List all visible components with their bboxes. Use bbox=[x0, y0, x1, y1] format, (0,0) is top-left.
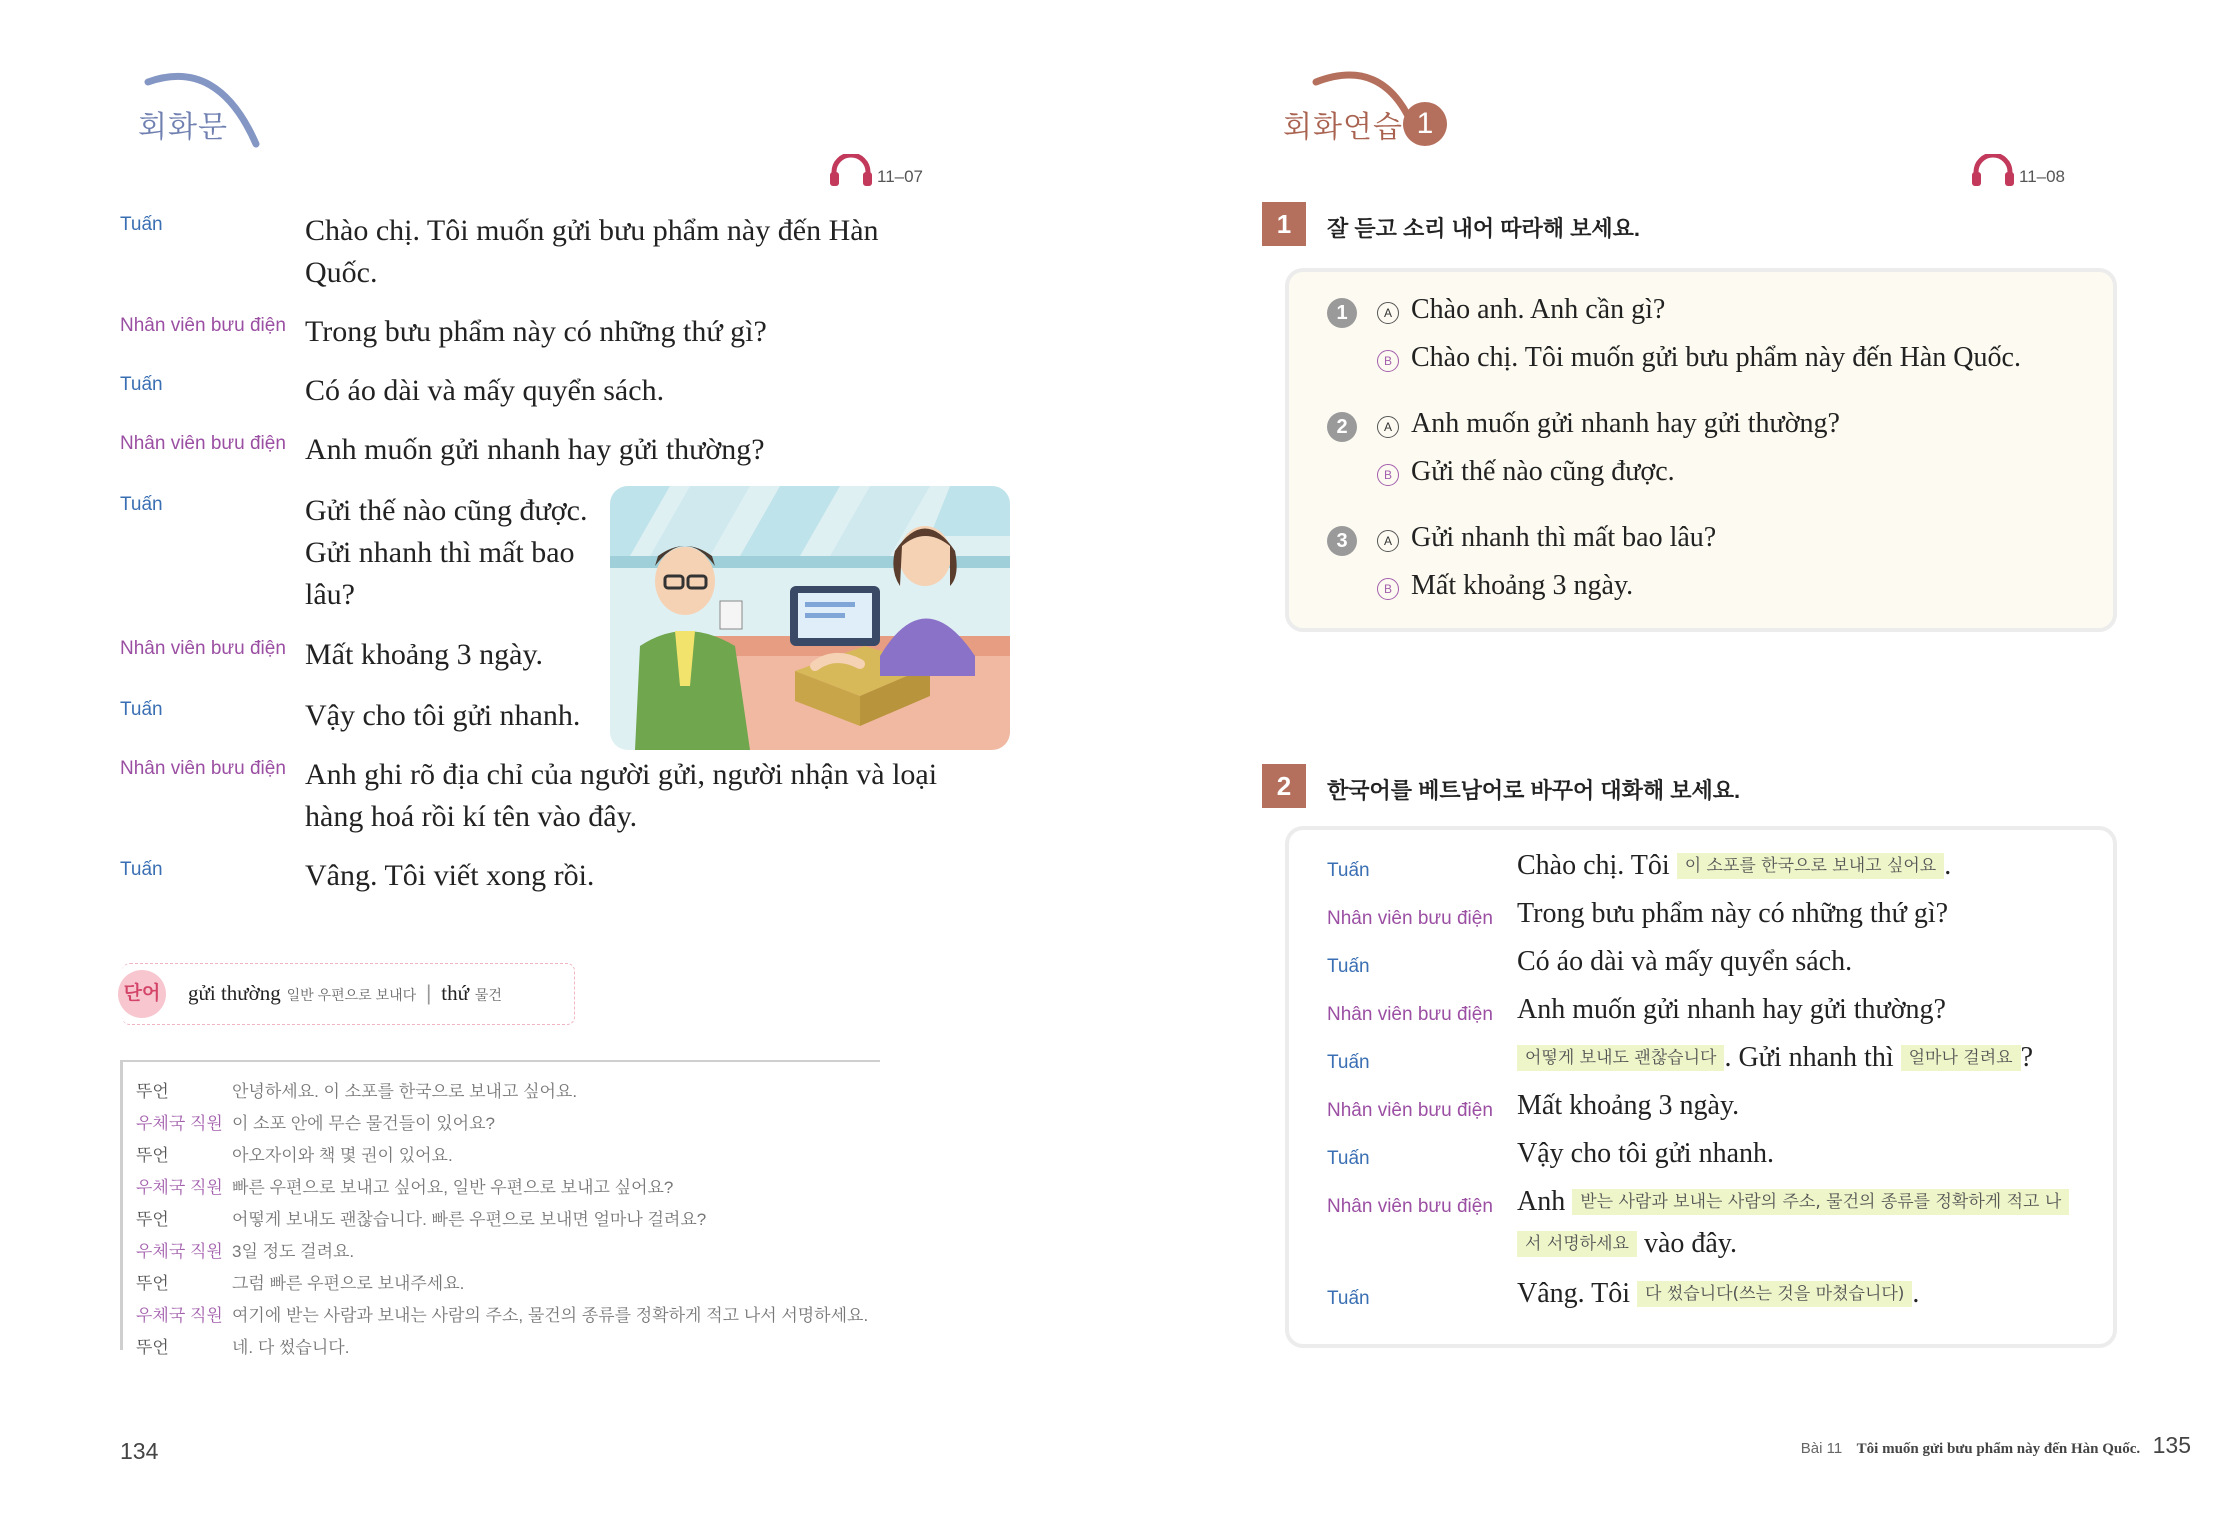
vocab-meaning: 물건 bbox=[474, 987, 502, 1003]
exercise-instruction: 한국어를 베트남어로 바꾸어 대화해 보세요. bbox=[1327, 778, 1741, 803]
utterance-line: Có áo dài và mấy quyển sách. bbox=[305, 374, 665, 407]
track-number: 11–08 bbox=[2019, 167, 2066, 186]
speaker-label: Nhân viên bưu điện bbox=[1327, 908, 1493, 929]
line-text: . bbox=[1912, 1278, 1920, 1309]
speaker-b-marker: B bbox=[1377, 464, 1399, 486]
translation-speaker: 우체국 직원 bbox=[136, 1114, 223, 1133]
line-text: ? bbox=[2020, 1042, 2033, 1073]
korean-prompt: 어떻게 보내도 괜찮습니다 bbox=[1517, 1045, 1724, 1071]
korean-prompt: 이 소포를 한국으로 보내고 싶어요 bbox=[1677, 853, 1945, 879]
line-text: Vậy cho tôi gửi nhanh. bbox=[1517, 1138, 1775, 1169]
line-text: Chào chị. Tôi bbox=[1517, 850, 1670, 881]
utterance-line: Mất khoảng 3 ngày. bbox=[305, 638, 544, 671]
translation-text: 여기에 받는 사람과 보내는 사람의 주소, 물건의 종류를 정확하게 적고 나서 서명하세요. bbox=[232, 1306, 869, 1325]
practice-line bbox=[1517, 898, 1948, 930]
translation-speaker: 뚜언 bbox=[136, 1338, 169, 1357]
translation-text: 이 소포 안에 무슨 물건들이 있어요? bbox=[232, 1114, 495, 1133]
section-number-badge bbox=[1403, 102, 1447, 146]
korean-prompt: 서 서명하세요 bbox=[1517, 1231, 1637, 1257]
translation-text: 안녕하세요. 이 소포를 한국으로 보내고 싶어요. bbox=[232, 1082, 578, 1101]
translation-speaker: 뚜언 bbox=[136, 1146, 169, 1165]
speaker-label: Tuấn bbox=[120, 494, 163, 515]
section-number: 1 bbox=[1416, 107, 1434, 140]
lesson-label: Bài 11 bbox=[1800, 1440, 1843, 1457]
translation-speaker: 뚜언 bbox=[136, 1274, 169, 1293]
practice-line bbox=[1517, 1138, 1774, 1170]
line-text: vào đây. bbox=[1643, 1228, 1737, 1259]
speaker-label: Tuấn bbox=[1327, 1052, 1370, 1073]
practice-line bbox=[1517, 946, 1852, 978]
speaker-b-marker: B bbox=[1377, 578, 1399, 600]
speaker-label: Tuấn bbox=[120, 859, 163, 880]
vocabulary-list bbox=[188, 981, 502, 1006]
translation-text: 빠른 우편으로 보내고 싶어요, 일반 우편으로 보내고 싶어요? bbox=[232, 1178, 674, 1197]
practice-line bbox=[1517, 1278, 1919, 1310]
speaker-label: Tuấn bbox=[1327, 1148, 1370, 1169]
speaker-a-marker: A bbox=[1377, 530, 1399, 552]
translation-speaker: 뚜언 bbox=[136, 1082, 169, 1101]
korean-prompt: 다 썼습니다(쓰는 것을 마쳤습니다) bbox=[1637, 1281, 1912, 1307]
translation-divider bbox=[120, 1060, 880, 1062]
speaker-label: Nhân viên bưu điện bbox=[1327, 1100, 1493, 1121]
practice-line bbox=[1517, 1090, 1739, 1122]
practice-line bbox=[1517, 994, 1946, 1026]
speaker-label: Nhân viên bưu điện bbox=[1327, 1004, 1493, 1025]
speaker-a-marker: A bbox=[1377, 302, 1399, 324]
vocabulary-badge: 단어 bbox=[118, 970, 166, 1018]
line-text: Anh bbox=[1517, 1186, 1566, 1217]
practice-line bbox=[1517, 1042, 2033, 1074]
translation-text: 3일 정도 걸려요. bbox=[232, 1242, 355, 1261]
line-text: Có áo dài và mấy quyển sách. bbox=[1517, 946, 1853, 977]
line-text: Anh muốn gửi nhanh hay gửi thường? bbox=[1517, 994, 1946, 1025]
utterance-line: hàng hoá rồi kí tên vào đây. bbox=[305, 800, 638, 833]
practice-line-a: Gửi nhanh thì mất bao lâu? bbox=[1411, 522, 1717, 553]
headphones-icon bbox=[1971, 154, 2015, 188]
speaker-label: Tuấn bbox=[120, 374, 163, 395]
translation-text: 어떻게 보내도 괜찮습니다. 빠른 우편으로 보내면 얼마나 걸려요? bbox=[232, 1210, 707, 1229]
item-number: 3 bbox=[1327, 526, 1357, 556]
translation-speaker: 우체국 직원 bbox=[136, 1306, 223, 1325]
practice-line bbox=[1517, 1186, 2069, 1218]
translation-box bbox=[120, 1060, 880, 1357]
practice-line-a: Anh muốn gửi nhanh hay gửi thường? bbox=[1411, 408, 1840, 439]
speaker-label: Tuấn bbox=[1327, 860, 1370, 881]
lesson-title: Tôi muốn gửi bưu phẩm này đến Hàn Quốc. bbox=[1856, 1441, 2141, 1457]
track-number: 11–07 bbox=[877, 167, 924, 186]
line-text: Vâng. Tôi bbox=[1517, 1278, 1631, 1309]
translation-sidebar bbox=[120, 1060, 123, 1350]
audio-track[interactable] bbox=[1971, 154, 2065, 188]
translation-speaker: 뚜언 bbox=[136, 1210, 169, 1229]
section-title: 회화문 bbox=[138, 111, 228, 144]
practice-line-a: Chào anh. Anh cần gì? bbox=[1411, 294, 1666, 325]
translation-speaker: 우체국 직원 bbox=[136, 1178, 223, 1197]
utterance-line: Trong bưu phẩm này có những thứ gì? bbox=[305, 315, 767, 348]
utterance-line: Chào chị. Tôi muốn gửi bưu phẩm này đến Hàn bbox=[305, 214, 879, 247]
utterance-line: Gửi thế nào cũng được. bbox=[305, 494, 588, 527]
korean-prompt: 받는 사람과 보내는 사람의 주소, 물건의 종류를 정확하게 적고 나 bbox=[1572, 1189, 2069, 1215]
line-text: . bbox=[1944, 850, 1952, 881]
exercise1-box bbox=[1285, 268, 2117, 632]
utterance-line: Quốc. bbox=[305, 256, 378, 289]
utterance-line: Anh muốn gửi nhanh hay gửi thường? bbox=[305, 433, 765, 466]
practice-line bbox=[1517, 850, 1951, 882]
vocab-meaning: 일반 우편으로 보내다 bbox=[286, 987, 417, 1003]
speaker-label: Nhân viên bưu điện bbox=[1327, 1196, 1493, 1217]
section-title: 회화연습 bbox=[1283, 111, 1403, 144]
utterance-line: lâu? bbox=[305, 578, 355, 611]
post-office-illustration bbox=[610, 486, 1010, 750]
line-text: Mất khoảng 3 ngày. bbox=[1517, 1090, 1740, 1121]
practice-line-continued bbox=[1517, 1228, 1737, 1260]
line-text: Trong bưu phẩm này có những thứ gì? bbox=[1517, 898, 1949, 929]
audio-track[interactable] bbox=[829, 154, 923, 188]
exercise-instruction: 잘 듣고 소리 내어 따라해 보세요. bbox=[1327, 216, 1640, 241]
speaker-b-marker: B bbox=[1377, 350, 1399, 372]
page-number: 135 bbox=[2152, 1432, 2191, 1458]
left-page bbox=[0, 0, 1110, 1518]
page-number: 134 bbox=[120, 1438, 159, 1464]
translation-text: 그럼 빠른 우편으로 보내주세요. bbox=[232, 1274, 465, 1293]
page-footer bbox=[1801, 1432, 2191, 1459]
exercise2-box bbox=[1285, 826, 2117, 1348]
utterance-line: Gửi nhanh thì mất bao bbox=[305, 536, 575, 569]
speaker-label: Tuấn bbox=[1327, 956, 1370, 977]
headphones-icon bbox=[829, 154, 873, 188]
korean-prompt: 얼마나 걸려요 bbox=[1901, 1045, 2021, 1071]
vocabulary-box bbox=[122, 963, 575, 1025]
item-number: 1 bbox=[1327, 298, 1357, 328]
item-number: 2 bbox=[1327, 412, 1357, 442]
translation-text: 아오자이와 책 몇 권이 있어요. bbox=[232, 1146, 453, 1165]
utterance-line: Vậy cho tôi gửi nhanh. bbox=[305, 699, 581, 732]
speaker-label: Tuấn bbox=[120, 699, 163, 720]
translation-text: 네. 다 썼습니다. bbox=[232, 1338, 350, 1357]
line-text: . Gửi nhanh thì bbox=[1724, 1042, 1894, 1073]
speaker-label: Tuấn bbox=[120, 214, 163, 235]
speaker-label: Tuấn bbox=[1327, 1288, 1370, 1309]
practice-line-b: Mất khoảng 3 ngày. bbox=[1411, 570, 1634, 601]
practice-line-b: Chào chị. Tôi muốn gửi bưu phẩm này đến Hàn Quốc. bbox=[1411, 342, 2021, 373]
utterance-line: Vâng. Tôi viết xong rồi. bbox=[305, 859, 595, 892]
vocab-separator: | bbox=[425, 982, 432, 1005]
translation-speaker: 우체국 직원 bbox=[136, 1242, 223, 1261]
vocab-word: gửi thường bbox=[188, 981, 281, 1005]
speaker-label: Nhân viên bưu điện bbox=[120, 433, 286, 454]
right-page bbox=[1111, 0, 2221, 1518]
practice-line-b: Gửi thế nào cũng được. bbox=[1411, 456, 1675, 487]
vocab-word: thứ bbox=[441, 981, 470, 1005]
speaker-label: Nhân viên bưu điện bbox=[120, 638, 286, 659]
utterance-line: Anh ghi rõ địa chỉ của người gửi, người nhận và loại bbox=[305, 758, 938, 791]
speaker-a-marker: A bbox=[1377, 416, 1399, 438]
speaker-label: Nhân viên bưu điện bbox=[120, 758, 286, 779]
exercise-number-badge: 1 bbox=[1262, 202, 1306, 246]
speaker-label: Nhân viên bưu điện bbox=[120, 315, 286, 336]
exercise-number-badge: 2 bbox=[1262, 764, 1306, 808]
